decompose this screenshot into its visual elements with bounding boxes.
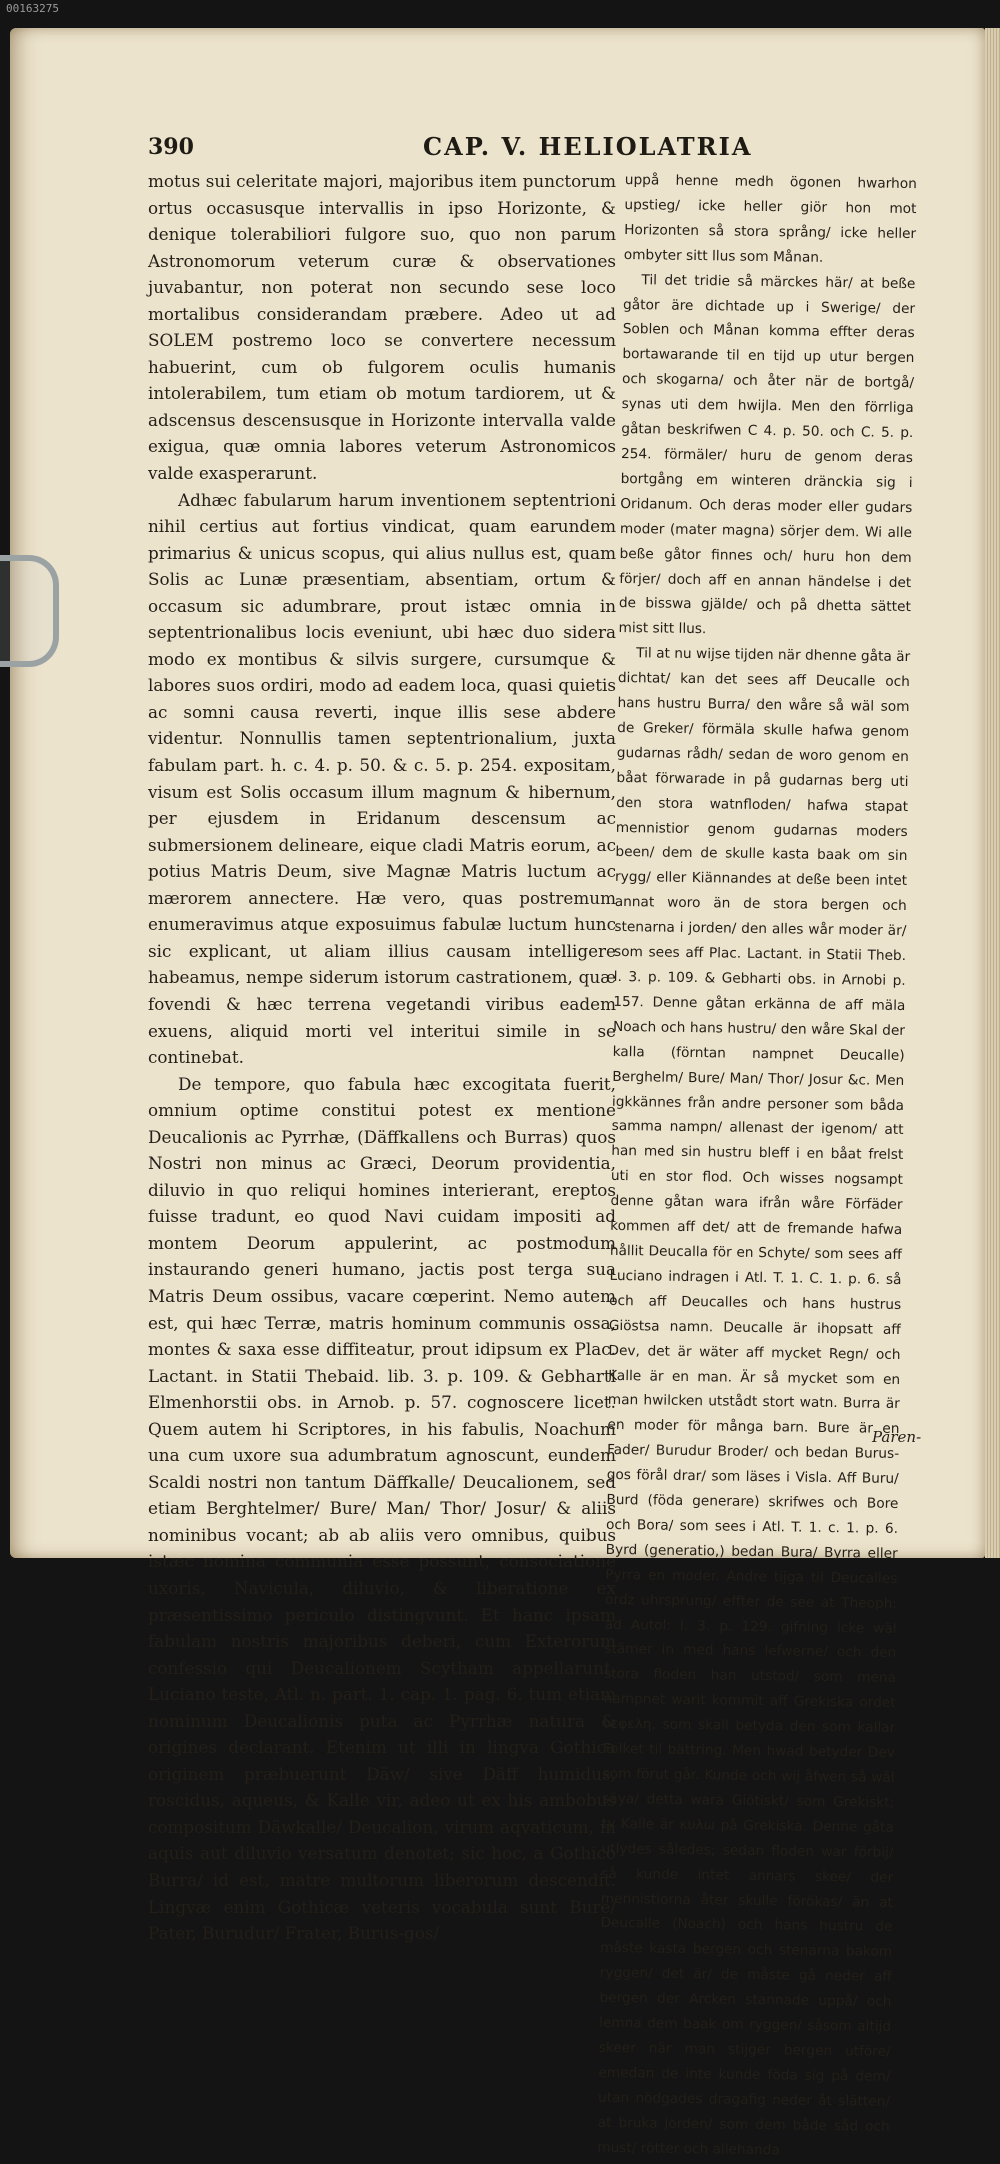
paper-clip — [0, 555, 59, 667]
latin-column — [148, 168, 616, 1944]
latin-paragraph: motus sui celeritate majori, majoribus item punctorum ortus occasusque intervallis in ipso Horizonte, & denique tolerabiliori fulgore suo, quo non parum Astronomorum veterum curæ & observationes juvabantur, non poterat non secundo sese loco mortalibus considerandam præbere. Adeo ut ad SOLEM postremo loco se convertere necessum habuerint, cum ob fulgorem oculis humanis intolerabilem, tum etiam ob motum tardiorem, ut & adscensus descensusque in Horizonte intervalla valde exigua, quæ omnia labores veterum Astronomicos valde exasperarunt. — [148, 171, 616, 484]
catchword: Paren- — [872, 1428, 922, 1446]
page-edge — [985, 28, 1000, 1558]
page-header — [148, 132, 918, 166]
swedish-paragraph: Til det tridie så märckes här/ at beße gåtor äre dichtade up i Swerige/ der Soblen och Månan komma effter deras bortawarande til en tijd up utur bergen och skogarna/ och åter när de bortgå/ synas uti dem hwijla. Men den förrliga gåtan beskrifwen C 4. p. 50. och C. 5. p. 254. förmäler/ huru de genom deras bortgång em winteren dränckia sig i Oridanum. Och deras moder eller gudars moder (mater magna) sörjer dem. Wi alle beße gåtor finnes och/ huru hon dem förjer/ doch aff en annan händelse i det de bisswa gjälde/ och på dhetta sättet mist sitt llus. — [618, 271, 916, 638]
page-number: 390 — [148, 134, 194, 160]
swedish-column — [597, 168, 917, 2158]
swedish-paragraph: uppå henne medh ögonen hwarhon upstieg/ icke heller giör hon mot Horizonten så stora språng/ icke heller ombyter sitt llus som Månan. — [623, 171, 917, 266]
running-head: CAP. V. HELIOLATRIA — [423, 132, 753, 161]
scan-id: 00163275 — [6, 2, 59, 15]
latin-paragraph: De tempore, quo fabula hæc excogitata fuerit, omnium optime constitui potest ex mentione Deucalionis ac Pyrrhæ, (Däffkallens och Burras) quos Nostri non minus ac Græci, Deorum providentia, diluvio in quo reliqui homines interierant, ereptos fuisse tradunt, eo quod Navi cuidam impositi ad montem Deorum appulerint, ac postmodum instaurando generi humano, jactis post terga sua Matris Deum ossibus, vacare cœperint. Nemo autem est, qui hæc Terræ, matris hominum communis ossa, montes & saxa esse diffiteatur, prout idipsum ex Plac. Lactant. in Statii Thebaid. lib. 3. p. 109. & Gebharti Elmenhorstii obs. in Arnob. p. 57. cognoscere licet. Quem autem hi Scriptores, in his fabulis, Noachum una cum uxore sua adumbratum agnoscunt, eundem Scaldi nostri non tantum Däffkalle/ Deucalionem, sed etiam Berghtelmer/ Bure/ Man/ Thor/ Josur/ & aliis nominibus vocant; ab ab aliis vero omnibus, quibus istæc nomina communia esse possunt, consociatione uxoris, Navicula, diluvio, & liberatione ex præsentissimo periculo distingvunt. Et hanc ipsam fabulam nostris majoribus deberi, cum Exterorum confessio qui Deucalionem Scytham appellarunt, Luciano teste, Atl. n. part. 1. cap. 1. pag. 6. tum etiam nominum Deucalionis puta ac Pyrrhæ natura & origines declarant. Etenim ut illi in lingva Gothica originem præbuerunt Däw/ sive Däff humidus, roscidus, aqueus, & Kalle vir, adeo ut ex his ambobus compositum Däwkalle/ Deucalion, virum aqvaticum, in aquis aut diluvio versatum denotet; sic hoc, a Gothico Burra/ id est, matre multorum liberorum descendit. Lingvæ enim Gothicæ veteris vocabula sunt Bure/ Pater, Burudur/ Frater, Burus-gos/ — [148, 1073, 616, 1944]
latin-paragraph: Adhæc fabularum harum inventionem septentrioni nihil certius aut fortius vindicat, quam earundem primarius & unicus scopus, qui alius nullus est, quam Solis ac Lunæ præsentiam, absentiam, ortum & occasum sic adumbrare, prout istæc omnia in septentrionalibus locis eveniunt, ubi hæc duo sidera modo ex montibus & silvis surgere, cursumque & labores suos ordiri, modo ad eadem loca, quasi quietis ac somni causa reverti, inque illis sese abdere videntur. Nonnullis tamen septentrionalium, juxta fabulam part. h. c. 4. p. 50. & c. 5. p. 254. expositam, visum est Solis occasum illum magnum & hibernum, per ejusdem in Eridanum descensum ac submersionem delineare, eique cladi Matris eorum, ac potius Matris Deum, sive Magnæ Matris luctum ac mærorem annectere. Hæ vero, quas postremum enumeravimus atque exposuimus fabulæ luctum hunc sic explicant, ut aliam illius causam intelligere habeamus, nempe siderum istorum castrationem, quæ fovendi & hæc terrena vegetandi viribus eadem exuens, aliquid morti vel interitui simile in se continebat. — [148, 489, 616, 1068]
swedish-paragraph: Til at nu wijse tijden när dhenne gåta är dichtat/ kan det sees aff Deucalle och hans hustru Burra/ den wåre så wäl som de Greker/ förmäla skulle hafwa genom gudarnas rådh/ sedan de woro genom en båat förwarade in på gudarnas berg uti den stora watnfloden/ hafwa stapat mennistior genom gudarnas moders been/ dem de skulle kasta baak om sin rygg/ eller Kiännandes at deße been intet annat woro än de stora bergen och stenarna i jorden/ den alles wår moder är/ som sees aff Plac. Lactant. in Statii Theb. l. 3. p. 109. & Gebharti obs. in Arnobi p. 157. Denne gåtan erkänna de aff mäla Noach och hans hustru/ den wåre Skal der kalla (förntan nampnet Deucalle) Berghelm/ Bure/ Man/ Thor/ Josur &c. Men igkkännes från andre personer som båda samma nampn/ allenast der igenom/ att han med sin hustru bleff i en båat frelst uti en stor flod. Och wisses nogsampt denne gåtan wara ifrån wåre Förfäder kommen aff det/ att de fremande hafwa hållit Deucalla för en Schyte/ som sees aff Luciano indragen i Atl. T. 1. C. 1. p. 6. så och aff Deucalles och hans hustrus Giöstsa namn. Deucalle är ihopsatt aff Dev, det är wäter aff mycket Regn/ och Kalle är en man. Är så mycket som en man hwilcken utstådt stort watn. Burra är en moder för många barn. Bure är en Fader/ Burudur Broder/ och bedan Burus-gos förål drar/ som läses i Visla. Aff Buru/ Burd (föda generare) skrifwes och Bore och Bora/ som sees i Atl. T. 1. c. 1. p. 6. Byrd (generatio,) bedan Bura/ Byrra eller Pyrra en moder. Andre tijga til Deucalles ordz uhrsprung/ effter de see at Theoph: ad Autol: l. 3. p. 129. gifning icke wäl stämer in med hans lefwerne/ och den stora floden han utstod/ som mena nampnet warit kommit aff Grekiska ordet νεφελη, som skall betyda den som kallar Folket til bättring. Men hwad betyder Dev som förut går. Kunde och wij åfwen så wäl säya/ detta wara Giötiskt/ som Grekiskt; ty Kalle är κυλω på Grekiska. Denne gåta utlydes således; sedan floden war förbij/ så kunde intet annars skee/ der mennistiorna åter skulle förökas/ än at Deucalle (Noach) och hans hustru de måste kasta bergen och stenarna bakom ryggen/ det är/ de måste gå neder aff bergen der Arcken stannade uppå/ och lemna dem baak om ryggen/ såsom altijd skeer när man stijger bergen utföre/ emedan de inte kunde föda sig på dem/ utan nödgades dragafig neder åt slätten/ at bruka jorden/ som dem både såd och must/ rötter och allehanda — [597, 645, 911, 2158]
